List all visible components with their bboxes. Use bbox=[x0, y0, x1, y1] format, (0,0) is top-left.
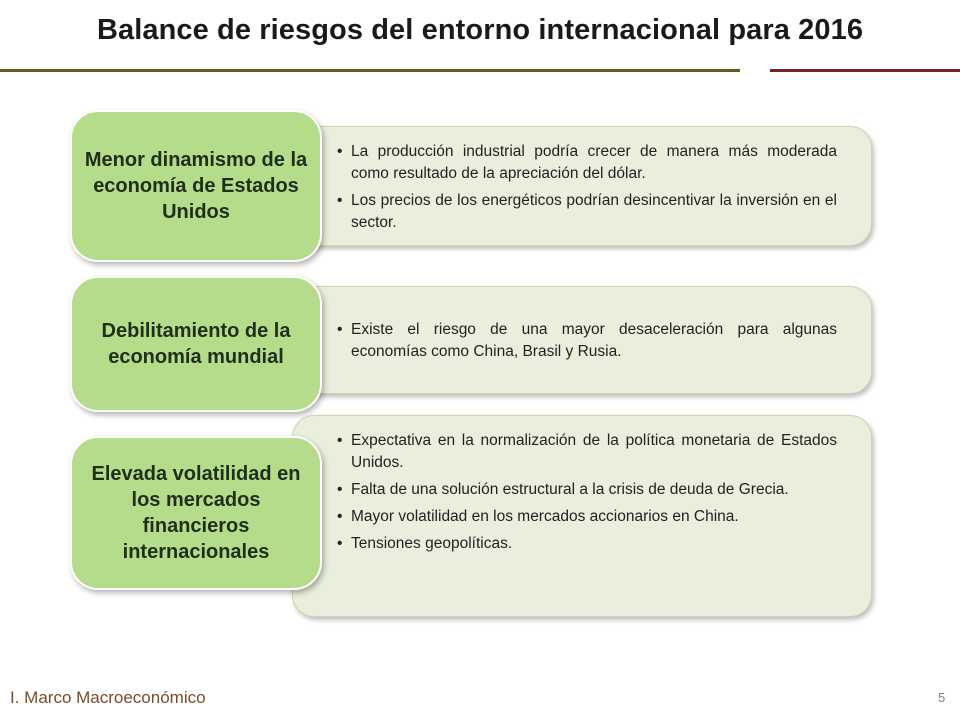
title-rule-left bbox=[0, 69, 740, 72]
page-number: 5 bbox=[938, 690, 946, 705]
risk-detail-box-3 bbox=[292, 415, 872, 617]
page-title: Balance de riesgos del entorno internacional para 2016 bbox=[96, 14, 864, 46]
risk-bullets-1 bbox=[337, 141, 837, 239]
risk-bullets-3 bbox=[337, 430, 837, 560]
risk-detail-box-2 bbox=[292, 286, 872, 394]
bullet-item: • Los precios de los energéticos podrían desincentivar la inversión en el sector. bbox=[337, 190, 837, 234]
risk-label-box-2 bbox=[70, 276, 322, 412]
risk-detail-box-1 bbox=[292, 126, 872, 246]
bullet-item: • La producción industrial podría crecer de manera más moderada como resultado de la apreciación del dólar. bbox=[337, 141, 837, 185]
risk-label-box-3 bbox=[70, 436, 322, 590]
bullet-item: • Falta de una solución estructural a la crisis de deuda de Grecia. bbox=[337, 479, 837, 501]
bullet-item: • Mayor volatilidad en los mercados accionarios en China. bbox=[337, 506, 837, 528]
risk-label-box-1 bbox=[70, 110, 322, 262]
risk-label: Debilitamiento de la economía mundial bbox=[101, 320, 291, 368]
section-footer: I. Marco Macroeconómico bbox=[10, 688, 206, 707]
bullet-item: • Expectativa en la normalización de la política monetaria de Estados Unidos. bbox=[337, 430, 837, 474]
bullet-item: • Tensiones geopolíticas. bbox=[337, 533, 837, 555]
risk-label: Elevada volatilidad en los mercados financieros internacionales bbox=[91, 463, 301, 563]
title-rule-right bbox=[770, 69, 960, 72]
risk-bullets-2 bbox=[337, 319, 837, 368]
risk-label: Menor dinamismo de la economía de Estados Unidos bbox=[84, 149, 308, 223]
bullet-item: • Existe el riesgo de una mayor desaceleración para algunas economías como China, Brasil y Rusia. bbox=[337, 319, 837, 363]
